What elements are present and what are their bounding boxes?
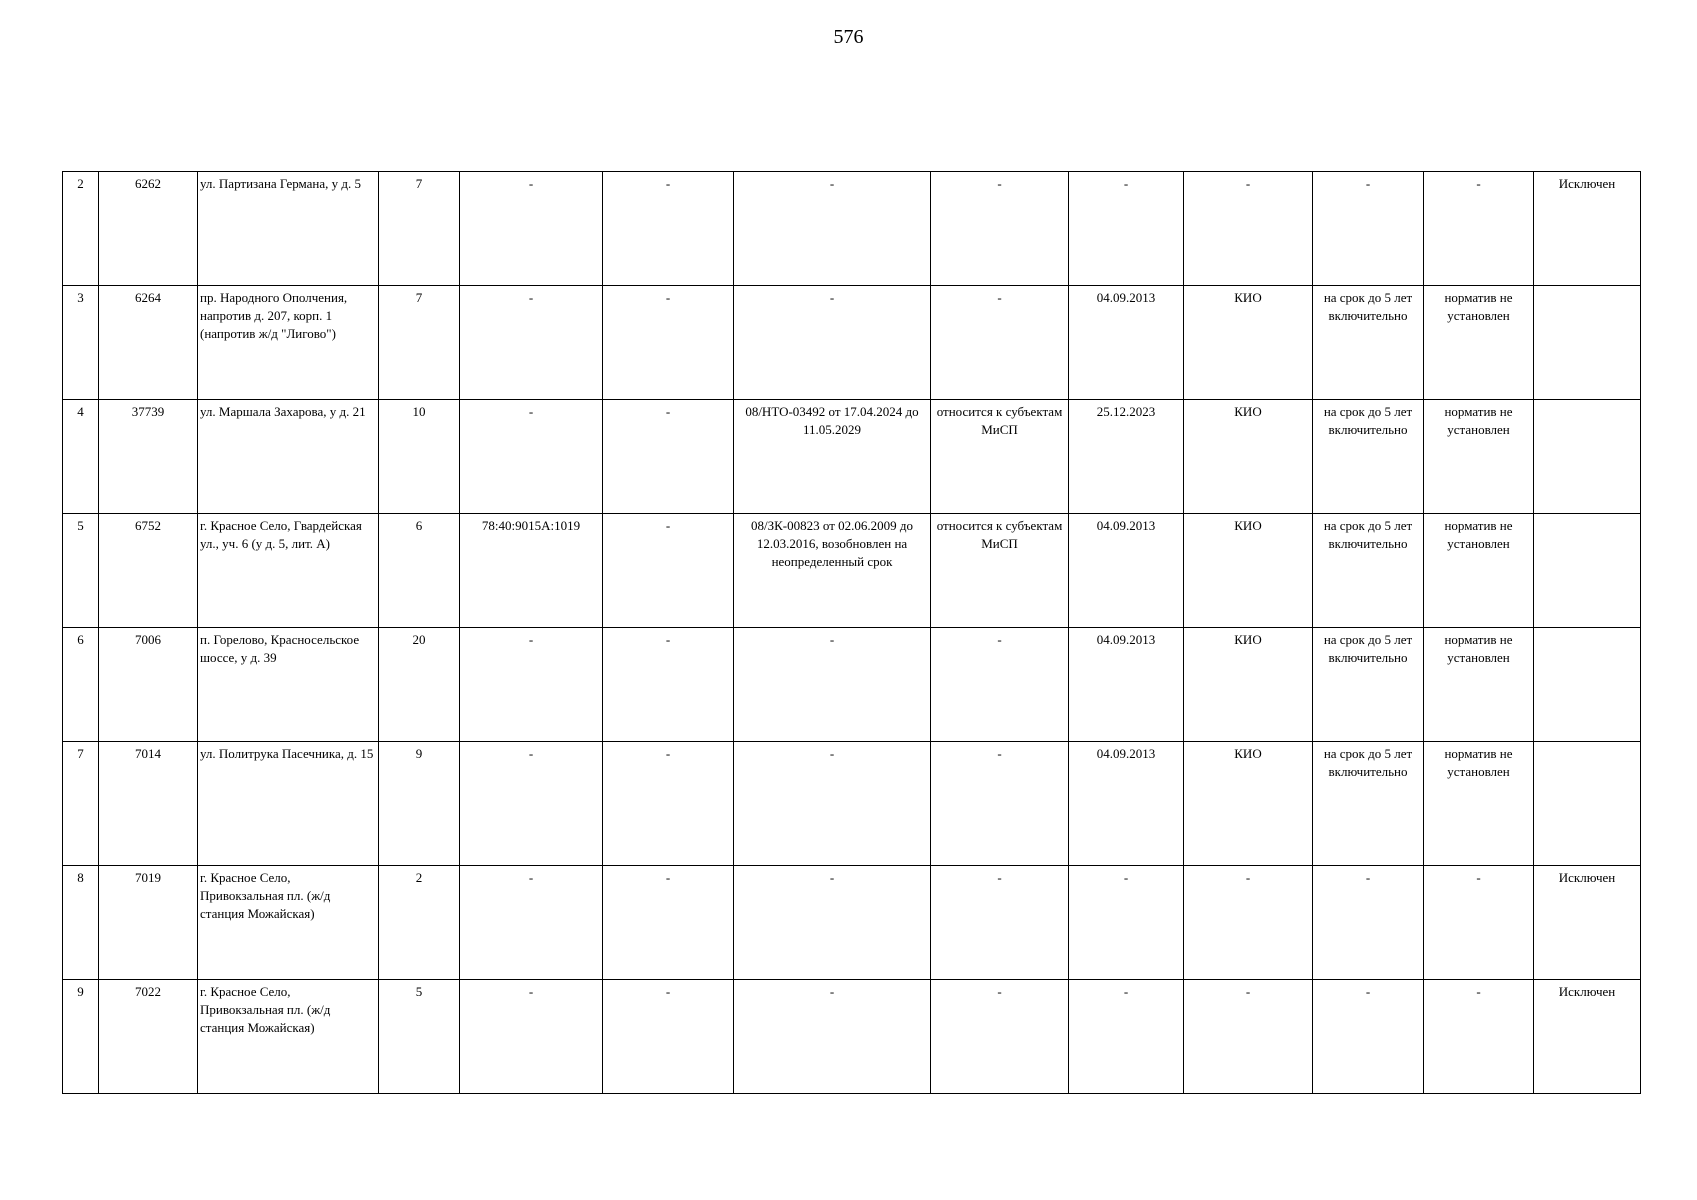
cell-area: 2: [379, 866, 460, 980]
cell-note: Исключен: [1534, 980, 1641, 1094]
cell-cadastral: -: [460, 742, 603, 866]
registry-table: [62, 171, 1641, 1094]
cell-category: -: [931, 866, 1069, 980]
cell-area: 9: [379, 742, 460, 866]
cell-term: на срок до 5 лет включительно: [1313, 742, 1424, 866]
cell-address: пр. Народного Ополчения, напротив д. 207, корп. 1 (напротив ж/д "Лигово"): [198, 286, 379, 400]
cell-number: 6: [63, 628, 99, 742]
cell-note: [1534, 742, 1641, 866]
cell-contract: -: [734, 980, 931, 1094]
table-row: [63, 866, 1641, 980]
cell-address: п. Горелово, Красносельское шоссе, у д. 39: [198, 628, 379, 742]
cell-contract: -: [734, 172, 931, 286]
cell-term: на срок до 5 лет включительно: [1313, 400, 1424, 514]
cell-norm: -: [1424, 980, 1534, 1094]
cell-date: 04.09.2013: [1069, 628, 1184, 742]
table-body: [63, 172, 1641, 1094]
page-number: 576: [833, 26, 864, 48]
cell-address: ул. Маршала Захарова, у д. 21: [198, 400, 379, 514]
cell-organization: КИО: [1184, 286, 1313, 400]
cell-norm: норматив не установлен: [1424, 400, 1534, 514]
cell-date: 04.09.2013: [1069, 742, 1184, 866]
table-row: [63, 286, 1641, 400]
cell-term: -: [1313, 172, 1424, 286]
cell-category: -: [931, 628, 1069, 742]
cell-column-6: -: [603, 286, 734, 400]
cell-code: 6262: [99, 172, 198, 286]
cell-code: 37739: [99, 400, 198, 514]
cell-date: -: [1069, 866, 1184, 980]
cell-category: относится к субъектам МиСП: [931, 400, 1069, 514]
cell-norm: норматив не установлен: [1424, 286, 1534, 400]
cell-code: 6752: [99, 514, 198, 628]
cell-address: г. Красное Село, Привокзальная пл. (ж/д станция Можайская): [198, 866, 379, 980]
cell-number: 3: [63, 286, 99, 400]
table-row: [63, 400, 1641, 514]
cell-note: [1534, 628, 1641, 742]
cell-area: 6: [379, 514, 460, 628]
cell-category: -: [931, 980, 1069, 1094]
cell-column-6: -: [603, 866, 734, 980]
cell-note: [1534, 400, 1641, 514]
cell-organization: -: [1184, 980, 1313, 1094]
cell-area: 10: [379, 400, 460, 514]
cell-category: относится к субъектам МиСП: [931, 514, 1069, 628]
cell-category: -: [931, 172, 1069, 286]
cell-norm: -: [1424, 866, 1534, 980]
cell-number: 5: [63, 514, 99, 628]
cell-contract: 08/НТО-03492 от 17.04.2024 до 11.05.2029: [734, 400, 931, 514]
cell-organization: КИО: [1184, 514, 1313, 628]
cell-norm: -: [1424, 172, 1534, 286]
cell-date: -: [1069, 172, 1184, 286]
cell-note: Исключен: [1534, 172, 1641, 286]
cell-norm: норматив не установлен: [1424, 742, 1534, 866]
table-row: [63, 980, 1641, 1094]
table-row: [63, 172, 1641, 286]
cell-category: -: [931, 286, 1069, 400]
cell-area: 7: [379, 172, 460, 286]
cell-cadastral: -: [460, 286, 603, 400]
cell-address: г. Красное Село, Привокзальная пл. (ж/д станция Можайская): [198, 980, 379, 1094]
cell-date: 25.12.2023: [1069, 400, 1184, 514]
cell-number: 9: [63, 980, 99, 1094]
cell-area: 20: [379, 628, 460, 742]
cell-number: 8: [63, 866, 99, 980]
cell-norm: норматив не установлен: [1424, 514, 1534, 628]
table-row: [63, 742, 1641, 866]
cell-contract: -: [734, 286, 931, 400]
cell-code: 7019: [99, 866, 198, 980]
cell-term: -: [1313, 866, 1424, 980]
cell-date: -: [1069, 980, 1184, 1094]
cell-column-6: -: [603, 514, 734, 628]
cell-organization: КИО: [1184, 742, 1313, 866]
cell-area: 7: [379, 286, 460, 400]
cell-organization: -: [1184, 866, 1313, 980]
cell-contract: -: [734, 628, 931, 742]
cell-cadastral: -: [460, 628, 603, 742]
cell-address: ул. Партизана Германа, у д. 5: [198, 172, 379, 286]
cell-area: 5: [379, 980, 460, 1094]
cell-category: -: [931, 742, 1069, 866]
cell-organization: КИО: [1184, 400, 1313, 514]
table-row: [63, 514, 1641, 628]
cell-term: на срок до 5 лет включительно: [1313, 286, 1424, 400]
cell-code: 7014: [99, 742, 198, 866]
cell-cadastral: -: [460, 400, 603, 514]
cell-date: 04.09.2013: [1069, 286, 1184, 400]
cell-term: на срок до 5 лет включительно: [1313, 514, 1424, 628]
cell-address: ул. Политрука Пасечника, д. 15: [198, 742, 379, 866]
cell-note: [1534, 514, 1641, 628]
table-row: [63, 628, 1641, 742]
cell-date: 04.09.2013: [1069, 514, 1184, 628]
cell-column-6: -: [603, 742, 734, 866]
cell-term: -: [1313, 980, 1424, 1094]
cell-note: Исключен: [1534, 866, 1641, 980]
cell-column-6: -: [603, 628, 734, 742]
cell-contract: 08/ЗК-00823 от 02.06.2009 до 12.03.2016, возобновлен на неопределенный срок: [734, 514, 931, 628]
cell-norm: норматив не установлен: [1424, 628, 1534, 742]
cell-code: 7022: [99, 980, 198, 1094]
cell-contract: -: [734, 866, 931, 980]
cell-number: 4: [63, 400, 99, 514]
cell-organization: -: [1184, 172, 1313, 286]
cell-column-6: -: [603, 400, 734, 514]
cell-cadastral: -: [460, 172, 603, 286]
cell-note: [1534, 286, 1641, 400]
cell-term: на срок до 5 лет включительно: [1313, 628, 1424, 742]
cell-cadastral: -: [460, 866, 603, 980]
cell-contract: -: [734, 742, 931, 866]
cell-address: г. Красное Село, Гвардейская ул., уч. 6 (у д. 5, лит. А): [198, 514, 379, 628]
cell-column-6: -: [603, 980, 734, 1094]
cell-organization: КИО: [1184, 628, 1313, 742]
cell-number: 7: [63, 742, 99, 866]
cell-number: 2: [63, 172, 99, 286]
cell-code: 7006: [99, 628, 198, 742]
cell-code: 6264: [99, 286, 198, 400]
cell-cadastral: -: [460, 980, 603, 1094]
cell-column-6: -: [603, 172, 734, 286]
cell-cadastral: 78:40:9015А:1019: [460, 514, 603, 628]
